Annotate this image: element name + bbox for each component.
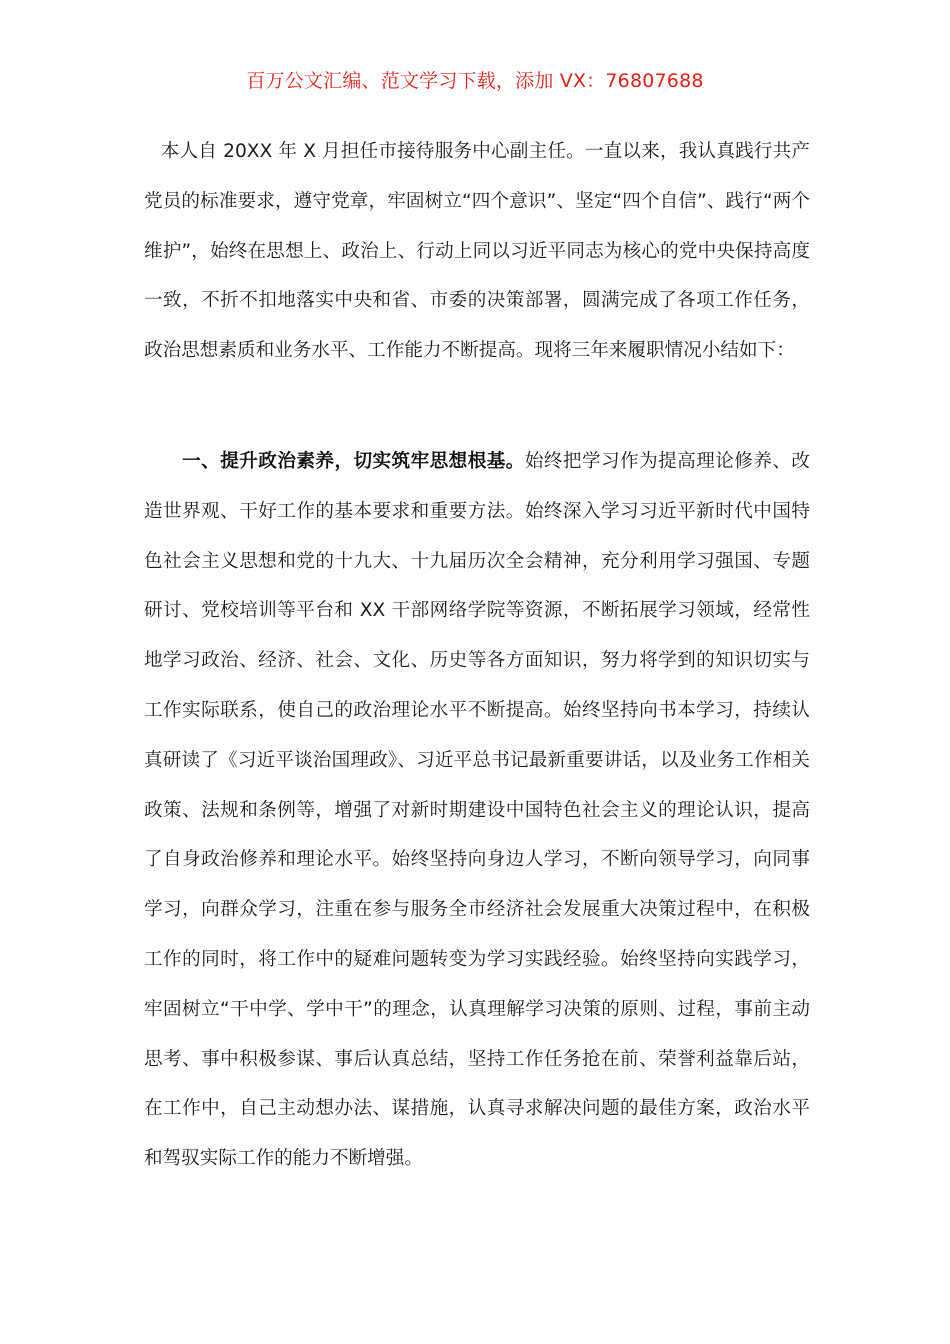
intro-paragraph-block <box>144 127 810 376</box>
section-1-block <box>144 437 810 1184</box>
intro-paragraph: 本人自 20XX 年 X 月担任市接待服务中心副主任。一直以来，我认真践行共产党员的标准要求，遵守党章，牢固树立“四个意识”、坚定“四个自信”、践行“两个维护”，始终在思想上、政治上、行动上同以习近平同志为核心的党中央保持高度一致，不折不扣地落实中央和省、市委的决策部署，圆满完成了各项工作任务，政治思想素质和业务水平、工作能力不断提高。现将三年来履职情况小结如下： <box>144 141 810 362</box>
watermark-header: 百万公文汇编、范文学习下载，添加 VX：76807688 <box>246 70 704 92</box>
section-1-body: 始终把学习作为提高理论修养、改造世界观、干好工作的基本要求和重要方法。始终深入学习习近平新时代中国特色社会主义思想和党的十九大、十九届历次全会精神，充分利用学习强国、专题研讨、党校培训等平台和 XX 干部网络学院等资源，不断拓展学习领域，经常性地学习政治、经济、社会、文化、历史等各方面知识，努力将学到的知识切实与工作实际联系，使自己的政治理论水平不断提高。始终坚持向书本学习，持续认真研读了《习近平谈治国理政》、习近平总书记最新重要讲话，以及业务工作相关政策、法规和条例等，增强了对新时期建设中国特色社会主义的理论认识，提高了自身政治修养和理论水平。始终坚持向身边人学习，不断向领导学习，向同事学习，向群众学习，注重在参与服务全市经济社会发展重大决策过程中，在积极工作的同时，将工作中的疑难问题转变为学习实践经验。始终坚持向实践学习，牢固树立“干中学、学中干”的理念，认真理解学习决策的原则、过程，事前主动思考、事中积极参谋、事后认真总结，坚持工作任务抢在前、荣誉利益靠后站，在工作中，自己主动想办法、谋措施，认真寻求解决问题的最佳方案，政治水平和驾驭实际工作的能力不断增强。 <box>144 451 810 1170</box>
section-1-heading: 一、提升政治素养，切实筑牢思想根基。 <box>182 451 525 472</box>
section-1-paragraph <box>144 437 810 1184</box>
